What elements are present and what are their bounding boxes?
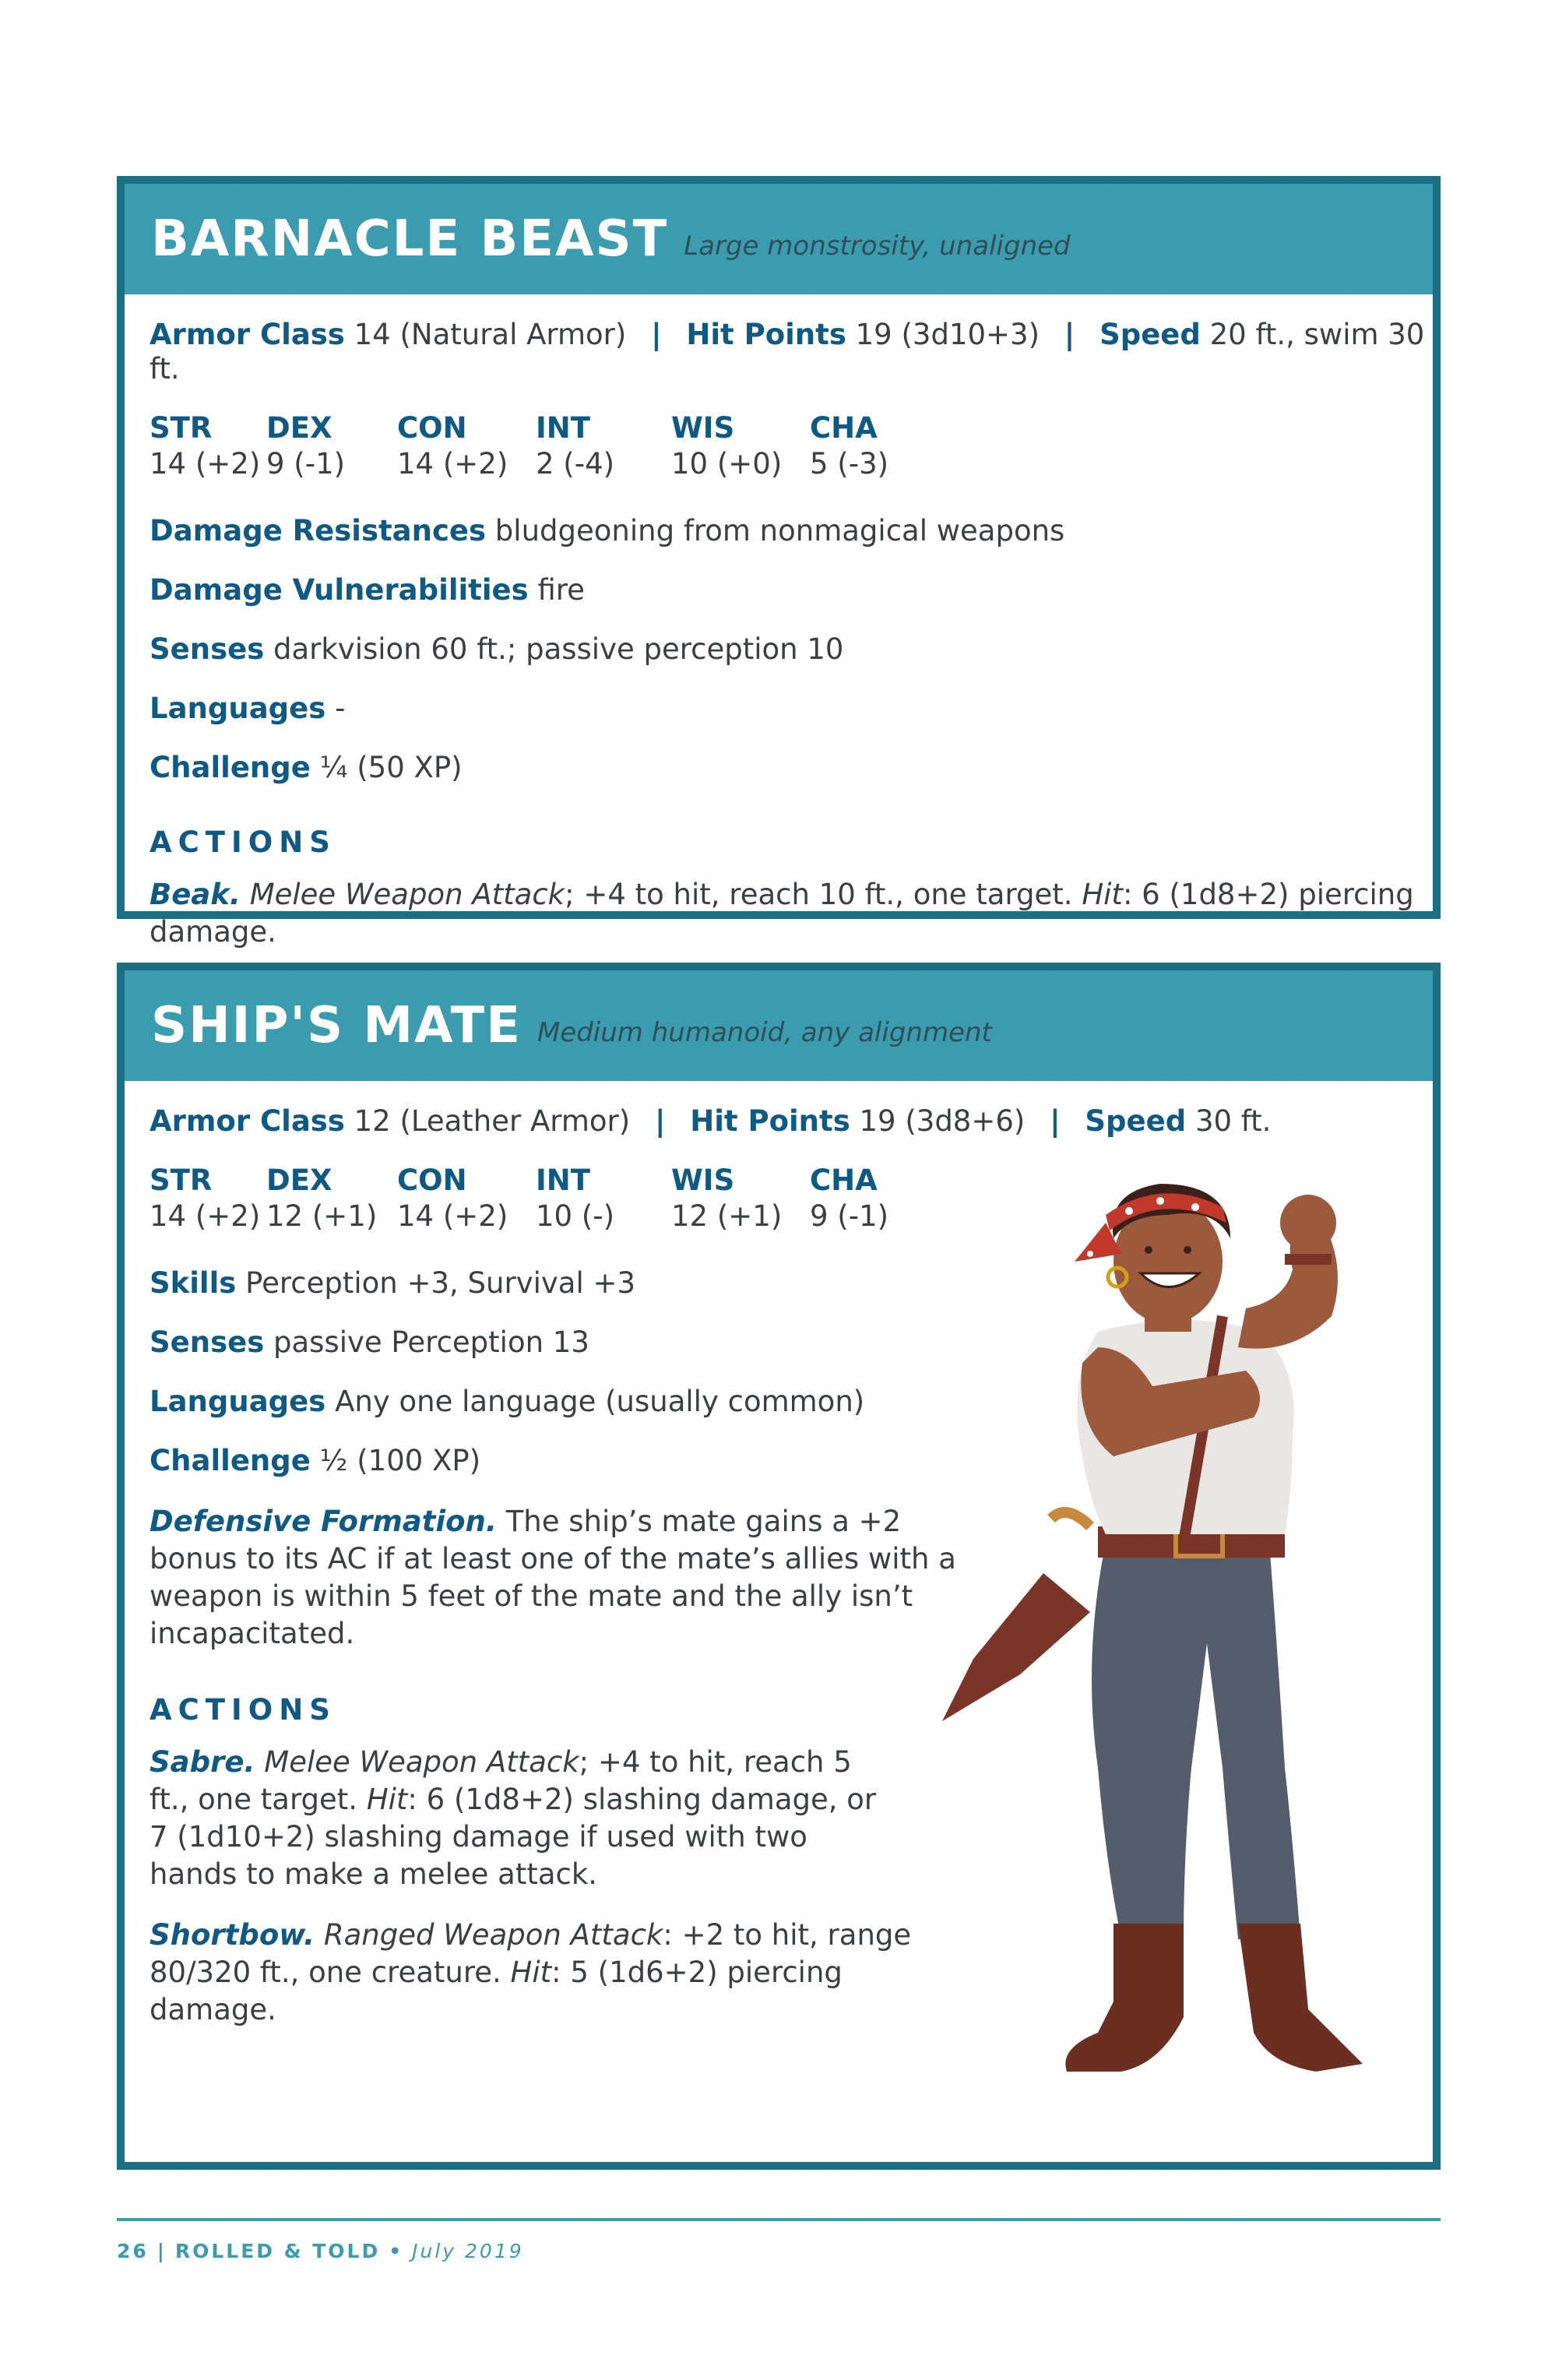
property-label: Damage Resistances <box>150 514 487 547</box>
separator: | <box>1050 1104 1061 1138</box>
property-label: Senses <box>150 632 265 666</box>
property-label: Damage Vulnerabilities <box>150 573 529 607</box>
ability-name: WIS <box>671 411 735 445</box>
sword-hilt-shape <box>1051 1512 1090 1526</box>
left-eye-shape <box>1145 1246 1152 1254</box>
action-text: ; +4 to hit, reach 5 ft., one target. <box>150 1745 852 1816</box>
right-boot-shape <box>1238 1924 1363 2072</box>
property-value: ¼ (50 XP) <box>319 751 463 784</box>
speed-label: Speed <box>1085 1104 1187 1138</box>
property-value: Perception +3, Survival +3 <box>245 1266 636 1300</box>
footer-bullet: • <box>389 2240 404 2262</box>
hit-label: Hit <box>510 1956 552 1989</box>
ability-cha <box>810 1164 942 1235</box>
ability-value: 14 (+2) <box>150 1199 261 1233</box>
hit-label: Hit <box>366 1783 408 1816</box>
trait-name: Defensive Formation. <box>150 1505 497 1538</box>
armor-class-label: Armor Class <box>150 1104 345 1138</box>
stat-block-content <box>125 294 1433 951</box>
property-label: Challenge <box>150 1444 311 1477</box>
ability-int <box>536 411 671 483</box>
ability-value: 5 (-3) <box>810 447 889 481</box>
property-challenge <box>150 1444 990 1478</box>
bandana-dot <box>1125 1207 1133 1215</box>
separator: | <box>1064 318 1075 351</box>
actions-heading: ACTIONS <box>150 1693 336 1727</box>
footer-separator: | <box>157 2240 167 2262</box>
property-damage-resistances <box>150 514 1433 548</box>
speed-value: 20 ft., swim 30 ft. <box>150 318 1425 386</box>
ability-value: 12 (+1) <box>671 1199 783 1233</box>
separator: | <box>654 1104 666 1138</box>
ability-cha <box>810 411 942 483</box>
action-name: Beak. <box>150 878 241 911</box>
ability-name: CHA <box>810 1164 878 1197</box>
property-challenge <box>150 751 1433 785</box>
bandana-dot <box>1087 1251 1093 1257</box>
ability-name: INT <box>536 411 590 445</box>
stat-block-barnacle-beast <box>117 176 1441 949</box>
ability-value: 10 (+0) <box>671 447 783 481</box>
ability-con <box>397 411 536 483</box>
separator: | <box>651 318 662 351</box>
ability-dex <box>266 1164 397 1235</box>
monster-type: Large monstrosity, unaligned <box>684 231 1071 262</box>
hit-points-value: 19 (3d8+6) <box>859 1104 1026 1138</box>
property-value: - <box>335 692 346 725</box>
hit-points-label: Hit Points <box>690 1104 850 1138</box>
publication-name: ROLLED & TOLD <box>174 2240 381 2262</box>
ability-name: CHA <box>810 411 878 445</box>
armor-class-label: Armor Class <box>150 318 345 351</box>
ability-value: 12 (+1) <box>266 1199 378 1233</box>
ability-str <box>150 411 266 483</box>
action-damage-text: : 6 (1d8+2) piercing damage. <box>150 878 1414 949</box>
property-value: Any one language (usually common) <box>335 1385 865 1418</box>
bandana-dot <box>1191 1203 1199 1211</box>
property-value: bludgeoning from nonmagical weapons <box>494 514 1065 547</box>
action-name: Shortbow. <box>150 1918 315 1952</box>
ability-con <box>397 1164 536 1235</box>
property-value: ½ (100 XP) <box>319 1444 481 1477</box>
ability-name: INT <box>536 1164 590 1197</box>
defense-line <box>150 1104 1433 1139</box>
actions-heading: ACTIONS <box>150 826 336 859</box>
property-languages <box>150 692 1433 726</box>
action-damage-text: : 5 (1d6+2) piercing damage. <box>150 1956 843 2026</box>
property-label: Languages <box>150 692 326 725</box>
monster-type: Medium humanoid, any alignment <box>537 1017 992 1048</box>
ability-int <box>536 1164 671 1235</box>
property-languages <box>150 1385 990 1419</box>
property-value: darkvision 60 ft.; passive perception 10 <box>273 632 844 666</box>
monster-name: BARNACLE BEAST <box>151 210 669 268</box>
property-value: fire <box>537 573 585 607</box>
left-boot-shape <box>1065 1924 1184 2072</box>
footer-rule <box>117 2218 1441 2221</box>
pirate-character-illustration <box>927 1176 1409 2111</box>
monster-name: SHIP'S MATE <box>151 997 522 1054</box>
ability-value: 2 (-4) <box>536 447 615 481</box>
page-number: 26 <box>117 2240 149 2262</box>
ability-name: WIS <box>671 1164 735 1197</box>
ability-name: CON <box>397 411 467 445</box>
right-eye-shape <box>1184 1246 1191 1254</box>
ability-value: 14 (+2) <box>397 447 508 481</box>
speed-value: 30 ft. <box>1194 1104 1272 1138</box>
fist-shape <box>1280 1195 1336 1251</box>
ability-value: 14 (+2) <box>397 1199 508 1233</box>
ability-dex <box>266 411 397 483</box>
issue-date: July 2019 <box>412 2240 524 2262</box>
ability-name: STR <box>150 1164 213 1197</box>
armor-class-value: 12 (Leather Armor) <box>354 1104 631 1138</box>
ability-name: DEX <box>266 411 332 445</box>
property-label: Languages <box>150 1385 326 1418</box>
stat-block-title-bar <box>125 184 1433 294</box>
page-footer <box>117 2240 524 2262</box>
stat-block-title-bar <box>125 970 1433 1081</box>
action-damage-text: : 6 (1d8+2) slashing damage, or 7 (1d10+2) slashing damage if used with two hands to make a melee attack. <box>150 1783 877 1891</box>
action-beak <box>150 876 1433 951</box>
ability-value: 10 (-) <box>536 1199 615 1233</box>
property-skills <box>150 1266 990 1301</box>
hit-label: Hit <box>1082 878 1123 911</box>
property-value: passive Perception 13 <box>273 1326 589 1359</box>
property-label: Skills <box>150 1266 237 1300</box>
ability-name: STR <box>150 411 213 445</box>
speed-label: Speed <box>1099 318 1201 351</box>
property-damage-vulnerabilities <box>150 573 1433 607</box>
ability-wis <box>671 1164 810 1235</box>
attack-type: Ranged Weapon Attack <box>323 1918 663 1952</box>
ability-scores <box>150 411 1433 483</box>
trait-defensive-formation <box>150 1503 990 1653</box>
ability-value: 9 (-1) <box>810 1199 889 1233</box>
ability-value: 9 (-1) <box>266 447 346 481</box>
ability-name: CON <box>397 1164 467 1197</box>
property-label: Senses <box>150 1326 265 1359</box>
action-shortbow <box>150 1917 944 2029</box>
hit-points-label: Hit Points <box>686 318 846 351</box>
trousers-shape <box>1092 1542 1300 1939</box>
action-text: : +2 to hit, range 80/320 ft., one creature. <box>150 1918 912 1989</box>
action-name: Sabre. <box>150 1745 255 1779</box>
defense-line <box>150 318 1433 386</box>
ability-wis <box>671 411 810 483</box>
attack-type: Melee Weapon Attack <box>264 1745 579 1779</box>
attack-type: Melee Weapon Attack <box>249 878 565 911</box>
property-senses <box>150 1326 990 1360</box>
scabbard-shape <box>942 1573 1090 1721</box>
ability-name: DEX <box>266 1164 332 1197</box>
trait-text: The ship’s mate gains a +2 bonus to its AC if at least one of the mate’s allies with a weapon is within 5 feet of the mate and the ally isn’t incapacitated. <box>150 1505 956 1650</box>
armor-class-value: 14 (Natural Armor) <box>354 318 627 351</box>
action-text: ; +4 to hit, reach 10 ft., one target. <box>565 878 1082 911</box>
ability-str <box>150 1164 266 1235</box>
bandana-dot <box>1156 1197 1164 1205</box>
property-senses <box>150 632 1433 667</box>
ships-mate-text-column <box>150 1266 990 2029</box>
property-label: Challenge <box>150 751 311 784</box>
action-sabre <box>150 1744 897 1893</box>
ability-value: 14 (+2) <box>150 447 261 481</box>
bracelet-shape <box>1285 1254 1332 1265</box>
hit-points-value: 19 (3d10+3) <box>855 318 1040 351</box>
